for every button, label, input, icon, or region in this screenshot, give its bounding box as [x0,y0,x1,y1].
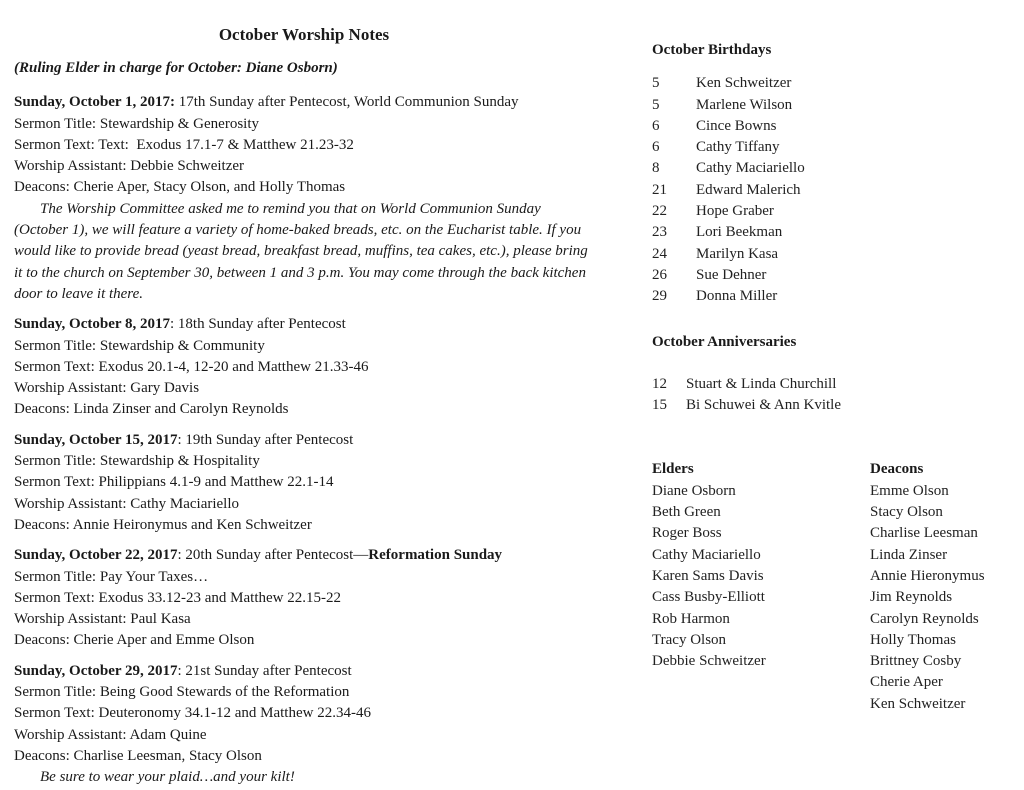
birthday-name: Cathy Tiffany [696,139,780,156]
birthday-day: 23 [652,224,667,241]
elder-name: Cathy Maciariello [652,546,761,563]
elder-name: Diane Osborn [652,482,736,499]
service-date-heading [14,545,594,566]
anniversaries-list [652,374,1024,417]
deacon-name: Carolyn Reynolds [870,610,979,627]
elders-title: Elders [652,461,694,478]
anniversary-names: Bi Schuwei & Ann Kvitle [686,397,841,414]
deacons-list [870,481,1024,715]
deacon-name: Stacy Olson [870,504,943,521]
birthday-row [652,265,1024,286]
birthday-day: 8 [652,160,660,177]
deacons-title: Deacons [870,461,924,478]
deacons-line: Deacons: Linda Zinser and Carolyn Reynolds [14,401,289,418]
boards-section [652,459,1024,715]
elder-name: Debbie Schweitzer [652,653,766,670]
worship-assistant-line: Worship Assistant: Gary Davis [14,380,200,397]
birthday-day: 21 [652,181,667,198]
birthday-name: Sue Dehner [696,266,767,283]
anniversary-row [652,395,1024,416]
service-date-highlight: Reformation Sunday [368,547,503,564]
sermon-text-line: Sermon Text: Text: Exodus 17.1-7 & Matthew 21.23-32 [14,136,354,153]
deacon-name: Ken Schweitzer [870,695,966,712]
rosters-column [652,40,1024,715]
worship-assistant-line: Worship Assistant: Adam Quine [14,726,207,743]
deacon-name: Emme Olson [870,482,949,499]
elder-name: Tracy Olson [652,631,727,648]
sermon-title-line: Sermon Title: Being Good Stewards of the Reformation [14,684,350,701]
birthday-day: 6 [652,139,660,156]
birthday-day: 5 [652,96,660,113]
service-date: Sunday, October 22, 2017 [14,547,178,564]
birthday-day: 26 [652,266,667,283]
service-date-description: : 21st Sunday after Pentecost [177,662,352,679]
birthday-day: 24 [652,245,667,262]
service-section [14,314,594,420]
deacons-section [870,459,1024,715]
service-date: Sunday, October 1, 2017: [14,94,175,111]
service-date: Sunday, October 8, 2017 [14,316,170,333]
birthday-row [652,244,1024,265]
service-date-description: : 20th Sunday after Pentecost— [177,547,369,564]
deacons-line: Deacons: Annie Heironymus and Ken Schweitzer [14,516,312,533]
birthday-name: Marilyn Kasa [696,245,779,262]
sermon-title-line: Sermon Title: Stewardship & Hospitality [14,453,260,470]
birthday-row [652,116,1024,137]
worship-notes-column [14,24,594,789]
birthday-row [652,201,1024,222]
sermon-title-line: Sermon Title: Pay Your Taxes… [14,568,209,585]
deacons-line: Deacons: Cherie Aper and Emme Olson [14,632,255,649]
service-date-heading [14,92,594,113]
services-list [14,92,594,788]
service-section [14,545,594,651]
sermon-text-line: Sermon Text: Exodus 33.12-23 and Matthew 22.15-22 [14,589,341,606]
deacons-line: Deacons: Cherie Aper, Stacy Olson, and Holly Thomas [14,179,346,196]
page-title: October Worship Notes [218,25,390,44]
worship-assistant-line: Worship Assistant: Cathy Maciariello [14,495,240,512]
birthday-row [652,222,1024,243]
deacon-name: Cherie Aper [870,674,943,691]
service-date-heading [14,661,594,682]
elder-name: Cass Busby-Elliott [652,589,765,606]
birthday-day: 22 [652,203,667,220]
birthday-row [652,286,1024,307]
anniversary-day: 15 [652,397,667,414]
ruling-elder-note: (Ruling Elder in charge for October: Diane Osborn) [14,60,338,76]
service-date-heading [14,314,594,335]
sermon-text-line: Sermon Text: Exodus 20.1-4, 12-20 and Matthew 21.33-46 [14,358,369,375]
sermon-title-line: Sermon Title: Stewardship & Community [14,337,265,354]
elders-list [652,481,870,673]
birthday-day: 29 [652,288,667,305]
deacon-name: Linda Zinser [870,546,948,563]
service-date-description: : 18th Sunday after Pentecost [170,316,346,333]
deacon-name: Charlise Leesman [870,525,978,542]
anniversary-day: 12 [652,375,667,392]
service-date-description: : 19th Sunday after Pentecost [177,431,354,448]
elder-name: Roger Boss [652,525,722,542]
deacons-line: Deacons: Charlise Leesman, Stacy Olson [14,747,262,764]
birthday-name: Lori Beekman [696,224,783,241]
elder-name: Karen Sams Davis [652,567,764,584]
birthday-row [652,158,1024,179]
birthdays-list [652,73,1024,307]
worship-assistant-line: Worship Assistant: Debbie Schweitzer [14,158,245,175]
birthday-day: 5 [652,75,660,92]
service-section [14,661,594,789]
elder-name: Beth Green [652,504,721,521]
birthday-row [652,95,1024,116]
birthday-name: Donna Miller [696,288,778,305]
birthday-row [652,180,1024,201]
birthday-day: 6 [652,117,660,134]
service-date-description: 17th Sunday after Pentecost, World Communion Sunday [175,94,519,111]
birthday-row [652,73,1024,94]
birthday-name: Cathy Maciariello [696,160,805,177]
birthdays-title: October Birthdays [652,42,772,58]
birthday-row [652,137,1024,158]
birthday-name: Marlene Wilson [696,96,793,113]
service-date: Sunday, October 15, 2017 [14,431,178,448]
deacon-name: Annie Hieronymus [870,567,985,584]
sermon-text-line: Sermon Text: Philippians 4.1-9 and Matthew 22.1-14 [14,474,334,491]
sermon-title-line: Sermon Title: Stewardship & Generosity [14,115,259,132]
anniversary-row [652,374,1024,395]
worship-assistant-line: Worship Assistant: Paul Kasa [14,611,191,628]
birthday-name: Cince Bowns [696,117,777,134]
service-date: Sunday, October 29, 2017 [14,662,178,679]
birthday-name: Ken Schweitzer [696,75,792,92]
birthday-name: Edward Malerich [696,181,801,198]
service-note: The Worship Committee asked me to remind you that on World Communion Sunday (October 1), we will feature a variety of home-baked breads, etc. on the Eucharist table. If you would like to provide bread (yeast bread, breakfast bread, muffins, tea cakes, etc.), please bring it to the church on September 30, between 1 and 3 p.m. You may come through the back kitchen door to leave it there. [14,200,588,302]
deacon-name: Jim Reynolds [870,589,953,606]
elders-section [652,459,870,715]
deacon-name: Holly Thomas [870,631,956,648]
anniversaries-title: October Anniversaries [652,333,797,350]
service-date-heading [14,430,594,451]
sermon-text-line: Sermon Text: Deuteronomy 34.1-12 and Matthew 22.34-46 [14,705,371,722]
service-section [14,430,594,536]
anniversary-names: Stuart & Linda Churchill [686,375,837,392]
service-section [14,92,594,305]
service-note: Be sure to wear your plaid…and your kilt! [40,769,295,786]
birthday-name: Hope Graber [696,203,774,220]
deacon-name: Brittney Cosby [870,653,962,670]
elder-name: Rob Harmon [652,610,730,627]
